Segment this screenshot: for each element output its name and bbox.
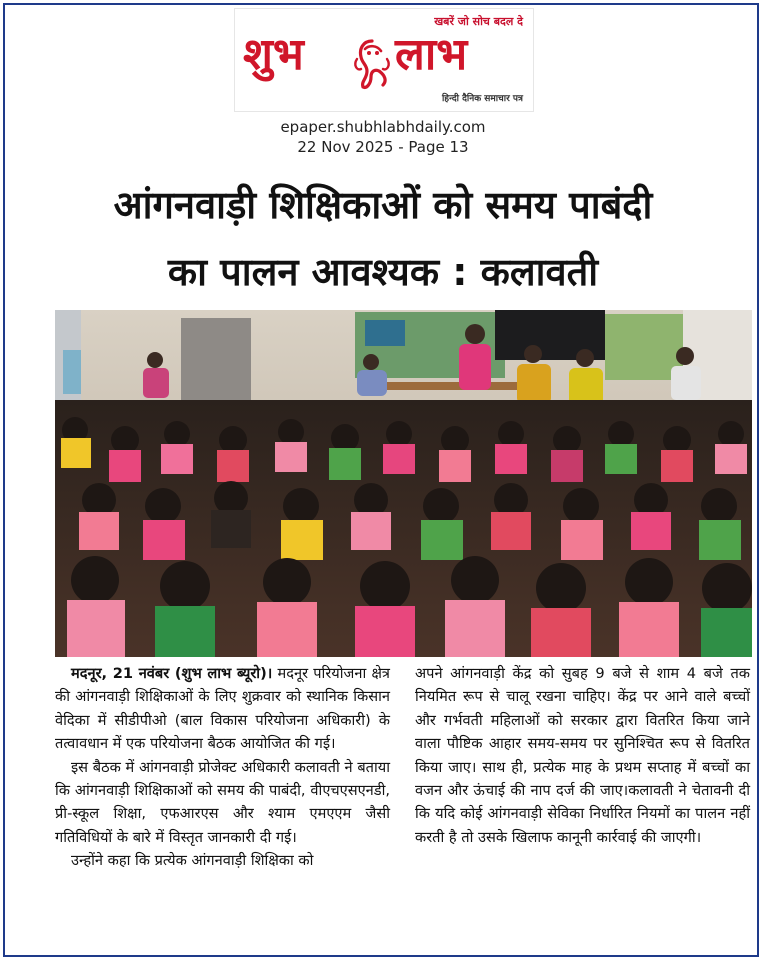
epaper-url: epaper.shubhlabhdaily.com bbox=[280, 118, 486, 136]
dateline: मदनूर, 21 नवंबर (शुभ लाभ ब्यूरो)। bbox=[71, 665, 273, 682]
masthead-name-right: लाभ bbox=[395, 29, 468, 80]
headline-line-1: आंगनवाड़ी शिक्षिकाओं को समय पाबंदी bbox=[113, 183, 653, 227]
date-page: 22 Nov 2025 - Page 13 bbox=[297, 138, 469, 156]
paragraph-text: मदनूर परियोजना क्षेत्र की आंगनवाड़ी शिक्षिकाओं के लिए शुक्रवार को स्थानिक किसान वेदिका में सीडीपीओ (बाल विकास परियोजना अधिकारी) के तत्वावधान में एक परियोजना बैठक आयोजित की गई। bbox=[55, 665, 390, 753]
masthead-subtitle: हिन्दी दैनिक समाचार पत्र bbox=[441, 94, 523, 104]
article-paragraph bbox=[55, 662, 390, 756]
headline-line-2: का पालन आवश्यक : कलावती bbox=[167, 250, 599, 294]
masthead-logo bbox=[234, 8, 534, 112]
article-column-right bbox=[415, 662, 750, 849]
article-paragraph: अपने आंगनवाड़ी केंद्र को सुबह 9 बजे से शाम 4 बजे तक नियमित रूप से चालू रखना चाहिए। केंद्र पर आने वाले बच्चों और गर्भवती महिलाओं को सरकार द्वारा वितरित किया जाने वाला पौष्टिक आहार समय-समय पर सुनिश्चित रूप से वितरित किया जाए। साथ ही, प्रत्येक माह के प्रथम सप्ताह में बच्चों का वजन और ऊंचाई की नाप दर्ज की जाए।कलावती ने चेतावनी दी कि यदि कोई आंगनवाड़ी सेविका निर्धारित नियमों का पालन नहीं करती है तो उसके खिलाफ कानूनी कार्रवाई की जाएगी। bbox=[415, 665, 750, 846]
article-paragraph: इस बैठक में आंगनवाड़ी प्रोजेक्ट अधिकारी कलावती ने बताया कि आंगनवाड़ी शिक्षिकाओं को समय की पाबंदी, वीएचएसएनडी, प्री-स्कूल शिक्षा, एफआरएस और श्याम एमएएम जैसी गतिविधियों के बारे में विस्तृत जानकारी दी गई। bbox=[55, 758, 390, 846]
article-paragraph: उन्होंने कहा कि प्रत्येक आंगनवाड़ी शिक्षिका को bbox=[71, 852, 314, 870]
meeting-photo bbox=[55, 310, 752, 657]
masthead-name-left: शुभ bbox=[243, 29, 304, 80]
article-column-left bbox=[55, 662, 390, 873]
ganesha-emblem-icon bbox=[351, 35, 393, 91]
masthead-tagline: खबरें जो सोच बदल दे bbox=[434, 15, 523, 28]
